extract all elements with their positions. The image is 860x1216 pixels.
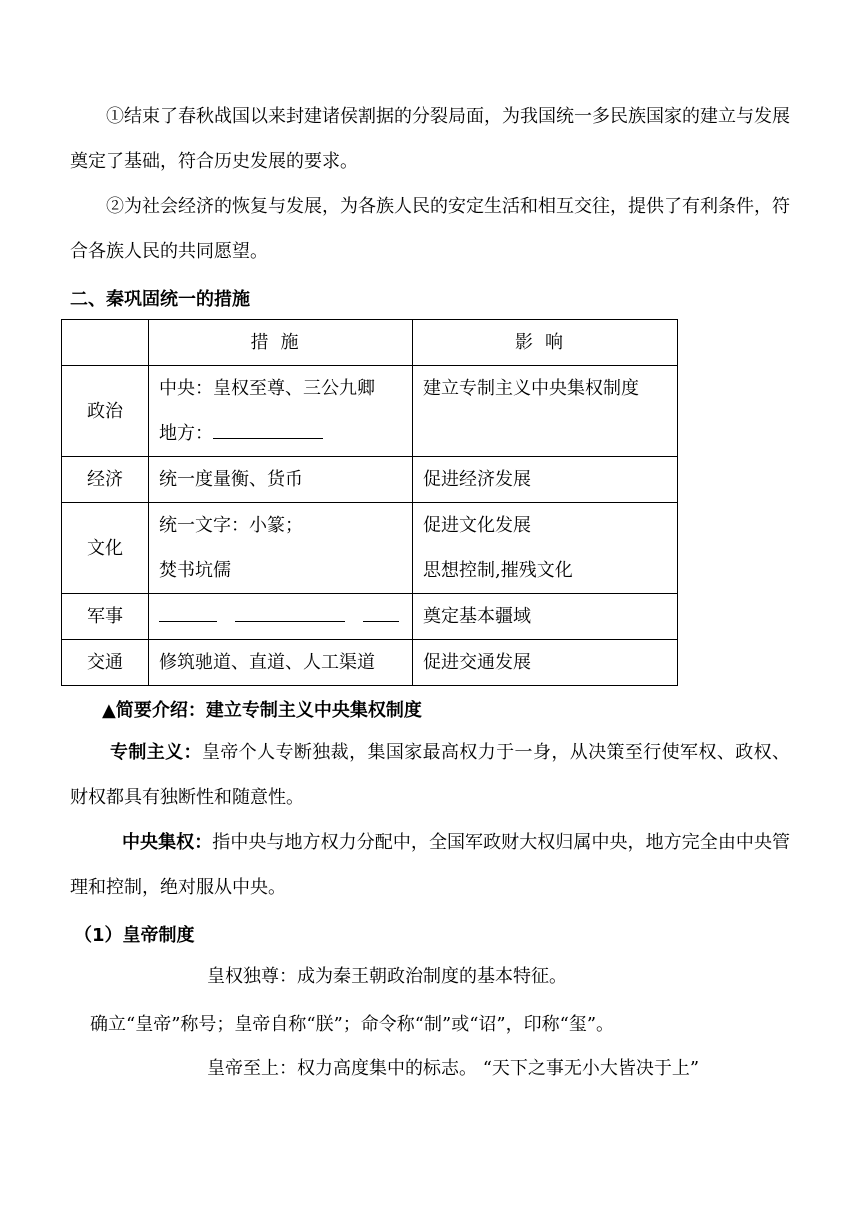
brief-intro-heading: ▲简要介绍：建立专制主义中央集权制度 <box>102 700 422 721</box>
category-military: 军事 <box>62 594 149 640</box>
measure-text: 地方： <box>159 423 213 444</box>
centralization-term: 中央集权： <box>122 832 213 853</box>
autocracy-definition: 皇帝个人专断独裁，集国家最高权力于一身，从决策至行使军权、政权、财权都具有独断性和随意性。 <box>70 742 791 808</box>
fill-in-blank[interactable] <box>159 599 217 622</box>
measure-text-with-blank <box>159 411 402 456</box>
fill-in-blank[interactable] <box>363 599 399 622</box>
effects-cell <box>413 503 678 594</box>
measure-text: 修筑驰道、直道、人工渠道 <box>159 652 375 673</box>
effects-cell <box>413 457 678 503</box>
effect-text: 促进经济发展 <box>423 469 531 490</box>
measures-cell <box>149 594 413 640</box>
category-economy: 经济 <box>62 457 149 503</box>
header-effects: 影响 <box>413 320 678 366</box>
table-header-row <box>62 320 678 366</box>
intro-paragraph-1: ①结束了春秋战国以来封建诸侯割据的分裂局面，为我国统一多民族国家的建立与发展奠定了基础，符合历史发展的要求。 <box>70 106 790 172</box>
emperor-line-2: 确立“皇帝”称号；皇帝自称“朕”；命令称“制”或“诏”，印称“玺”。 <box>90 1014 615 1035</box>
table-row <box>62 366 678 457</box>
centralization-definition: 指中央与地方权力分配中，全国军政财大权归属中央，地方完全由中央管理和控制，绝对服从中央。 <box>70 832 791 898</box>
table-row <box>62 457 678 503</box>
measures-cell <box>149 366 413 457</box>
category-politics: 政治 <box>62 366 149 457</box>
emperor-line-1: 皇权独尊：成为秦王朝政治制度的基本特征。 <box>207 966 567 987</box>
autocracy-term: 专制主义： <box>110 742 202 763</box>
category-transport: 交通 <box>62 640 149 686</box>
category-culture: 文化 <box>62 503 149 594</box>
measures-cell <box>149 457 413 503</box>
effect-text: 思想控制,摧残文化 <box>423 560 573 581</box>
intro-paragraph-2: ②为社会经济的恢复与发展，为各族人民的安定生活和相互交往，提供了有利条件，符合各族人民的共同愿望。 <box>70 196 790 262</box>
fill-in-blank[interactable] <box>235 599 345 622</box>
emperor-line-3: 皇帝至上：权力高度集中的标志。 “天下之事无小大皆决于上” <box>207 1058 700 1079</box>
measure-text: 统一文字：小篆； <box>159 515 303 536</box>
effect-text: 促进交通发展 <box>423 652 531 673</box>
measures-table <box>61 319 678 686</box>
autocracy-paragraph <box>70 730 790 820</box>
section-heading-measures: 二、秦巩固统一的措施 <box>70 289 250 310</box>
table-corner-cell <box>62 320 149 366</box>
header-measures: 措施 <box>149 320 413 366</box>
effect-text: 建立专制主义中央集权制度 <box>423 378 639 399</box>
centralization-paragraph <box>70 820 790 910</box>
fill-in-blank[interactable] <box>213 416 323 439</box>
effects-cell <box>413 594 678 640</box>
emperor-system-heading: （1）皇帝制度 <box>74 925 195 946</box>
effects-cell <box>413 640 678 686</box>
effects-cell <box>413 366 678 457</box>
measure-text: 中央：皇权至尊、三公九卿 <box>159 378 375 399</box>
table-row <box>62 503 678 594</box>
effect-text: 奠定基本疆域 <box>423 606 531 627</box>
measure-text: 焚书坑儒 <box>159 560 231 581</box>
table-row <box>62 594 678 640</box>
measures-cell <box>149 503 413 594</box>
measure-text: 统一度量衡、货币 <box>159 469 303 490</box>
table-row <box>62 640 678 686</box>
effect-text: 促进文化发展 <box>423 515 531 536</box>
measures-cell <box>149 640 413 686</box>
